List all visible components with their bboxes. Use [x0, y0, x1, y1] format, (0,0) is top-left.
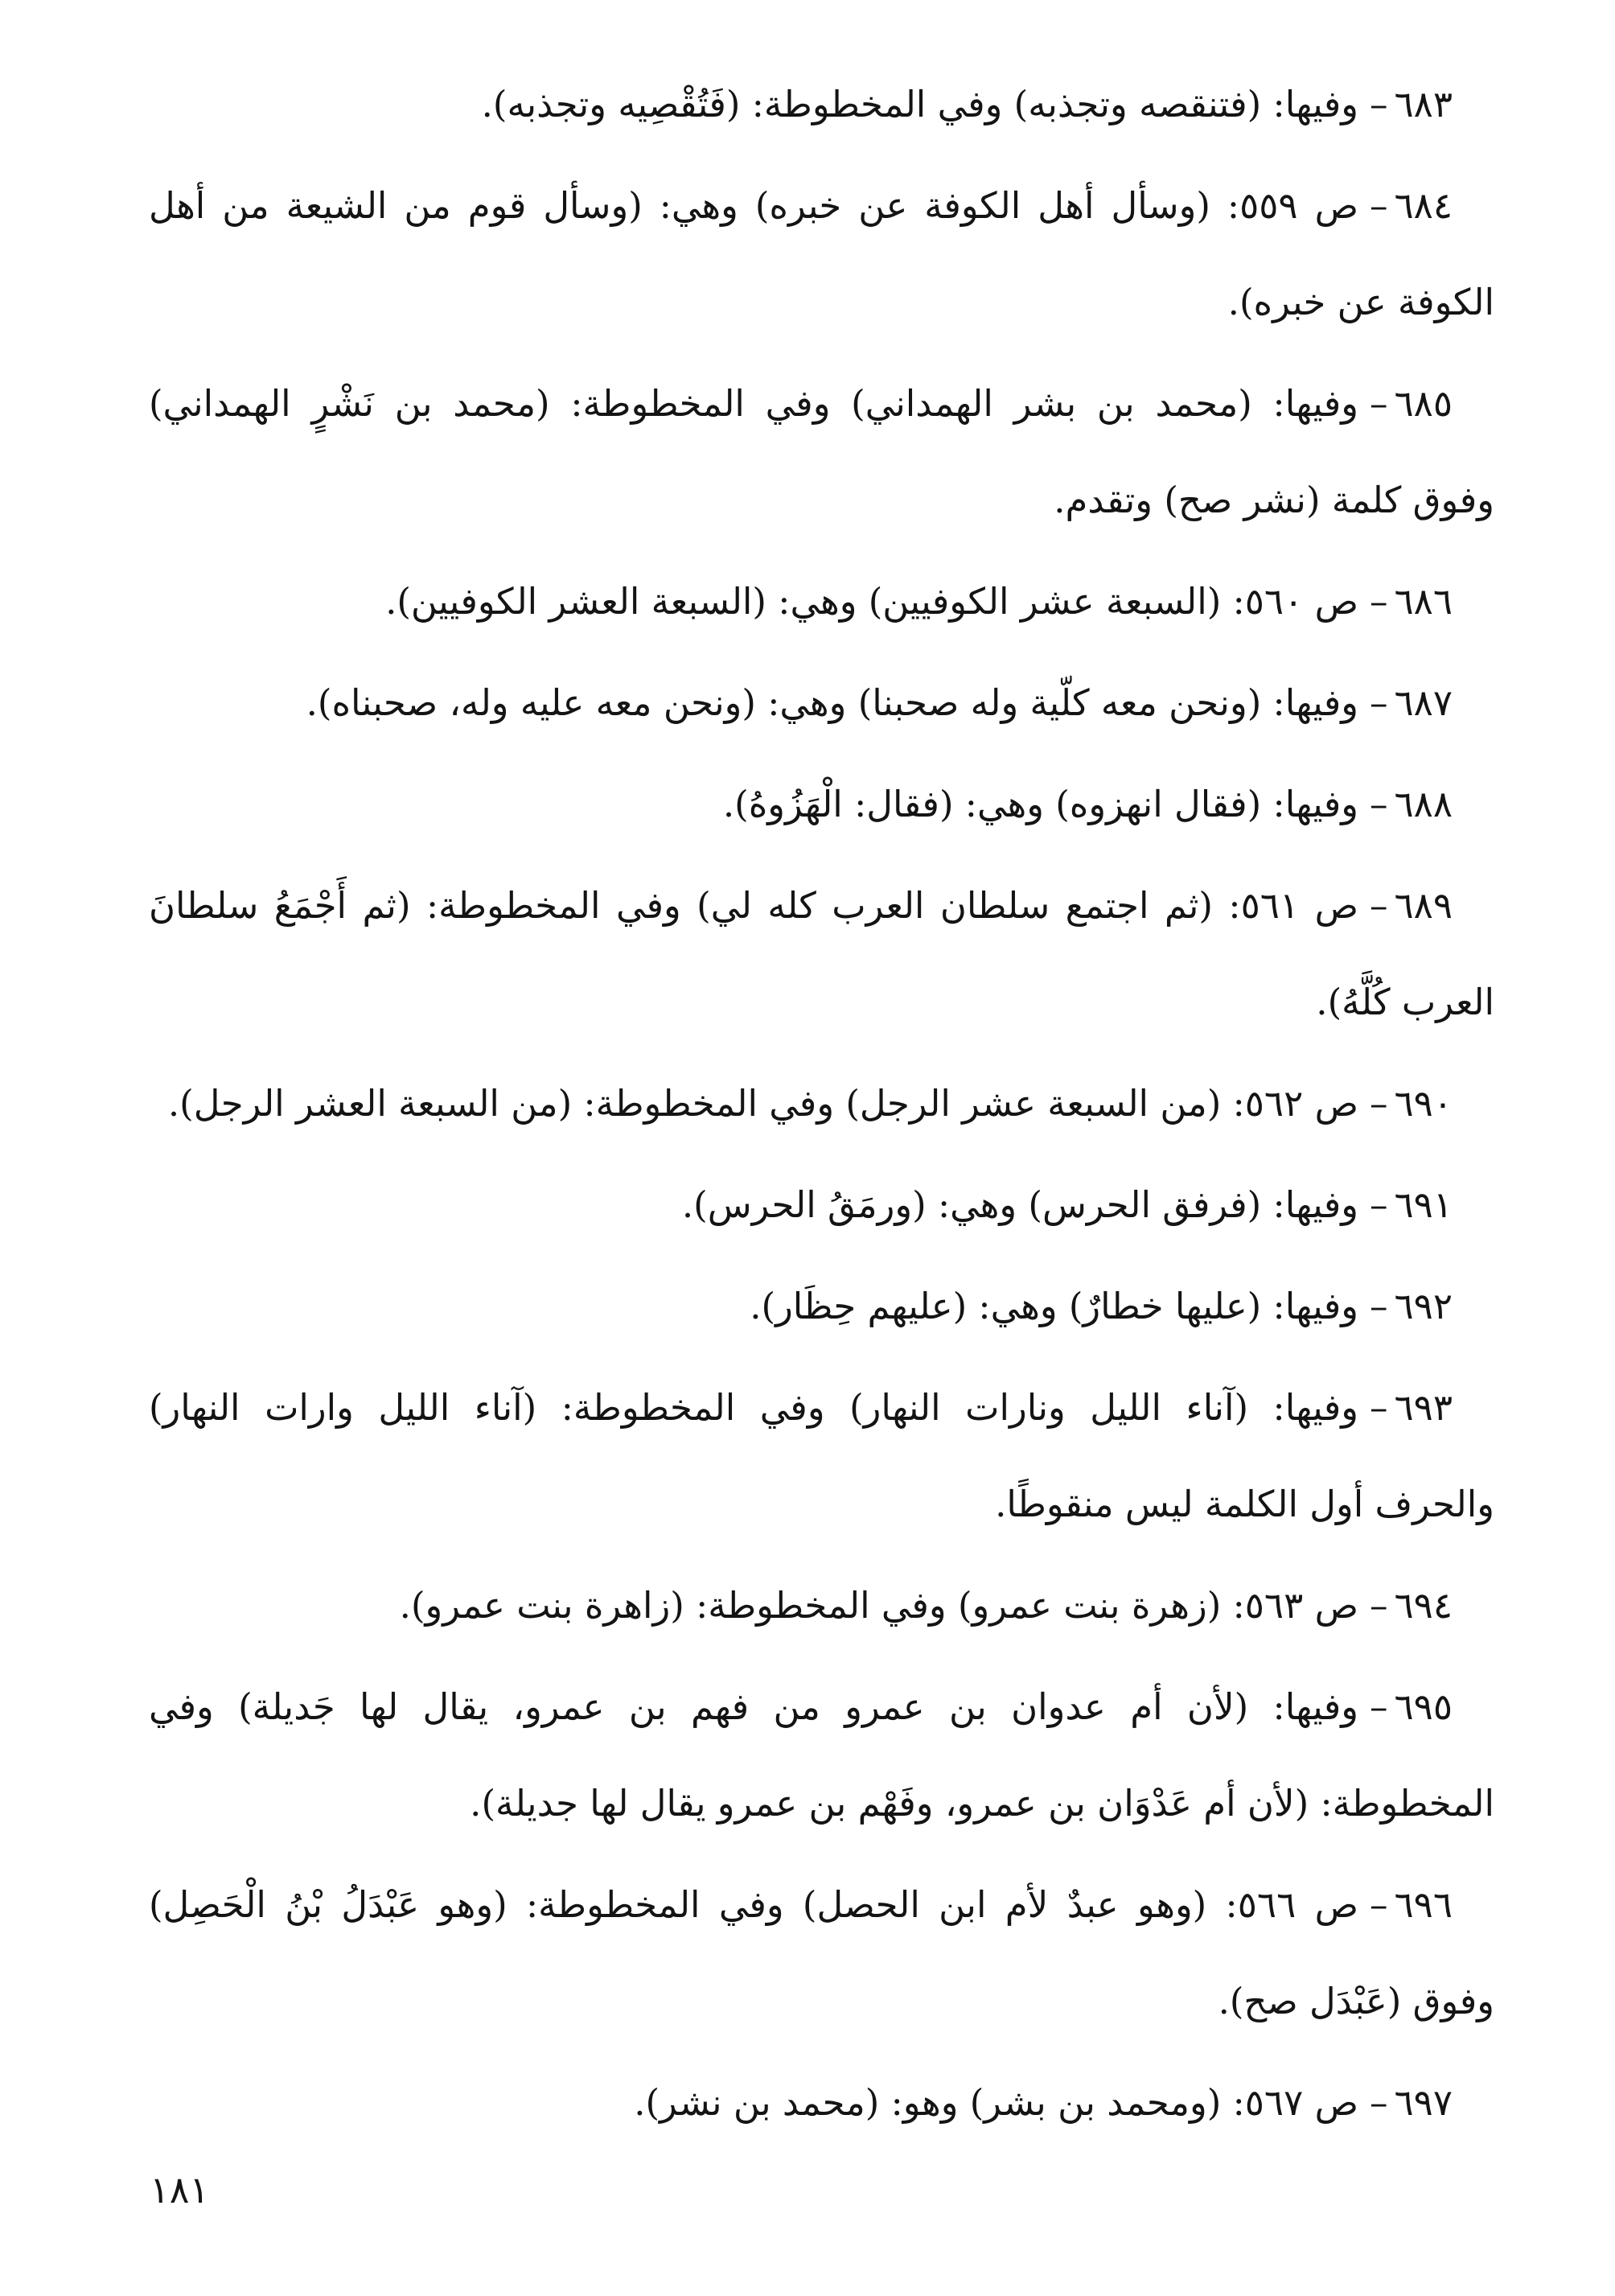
entry-697: ٦٩٧–ص ٥٦٧: (ومحمد بن بشر) وهو: (محمد بن نشر).	[149, 2055, 1494, 2151]
entry-number: ٦٩٣	[1394, 1386, 1453, 1429]
entry-692: ٦٩٢–وفيها: (عليها خطارٌ) وهي: (عليهم حِظَار).	[149, 1258, 1494, 1355]
entry-text: وفيها: (فرفق الحرس) وهي: (ورمَقُ الحرس).	[681, 1183, 1358, 1226]
entry-text: ص ٥٦١: (ثم اجتمع سلطان العرب كله لي) وفي المخطوطة: (ثم أَجْمَعُ سلطانَ العرب كُلَّهُ).	[149, 884, 1494, 1023]
entry-695: ٦٩٥–وفيها: (لأن أم عدوان بن عمرو من فهم بن عمرو، يقال لها جَديلة) وفي المخطوطة: (لأن أم عَدْوَان بن عمرو، وفَهْم بن عمرو يقال لها جديلة).	[149, 1659, 1494, 1852]
entry-number: ٦٩٧	[1394, 2081, 1453, 2124]
entry-688: ٦٨٨–وفيها: (فقال انهزوه) وهي: (فقال: الْهَزُوهُ).	[149, 756, 1494, 853]
entry-text: ص ٥٦٢: (من السبعة عشر الرجل) وفي المخطوطة: (من السبعة العشر الرجل).	[167, 1082, 1358, 1125]
entry-696: ٦٩٦–ص ٥٦٦: (وهو عبدٌ لأم ابن الحصل) وفي المخطوطة: (وهو عَبْدَلُ بْنُ الْحَصِل) وفوق (عَبْدَل صح).	[149, 1857, 1494, 2050]
entry-number: ٦٩٤	[1394, 1584, 1453, 1627]
entry-text: وفيها: (فتنقصه وتجذبه) وفي المخطوطة: (فَتُقْصِيه وتجذبه).	[481, 83, 1358, 125]
entry-text: وفيها: (فقال انهزوه) وهي: (فقال: الْهَزُوهُ).	[722, 783, 1358, 825]
entry-number: ٦٨٧	[1394, 681, 1453, 724]
entry-687: ٦٨٧–وفيها: (ونحن معه كلّية وله صحبنا) وهي: (ونحن معه عليه وله، صحبناه).	[149, 655, 1494, 751]
entry-690: ٦٩٠–ص ٥٦٢: (من السبعة عشر الرجل) وفي المخطوطة: (من السبعة العشر الرجل).	[149, 1055, 1494, 1152]
entry-683: ٦٨٣–وفيها: (فتنقصه وتجذبه) وفي المخطوطة: (فَتُقْصِيه وتجذبه).	[149, 56, 1494, 153]
entry-694: ٦٩٤–ص ٥٦٣: (زهرة بنت عمرو) وفي المخطوطة: (زاهرة بنت عمرو).	[149, 1557, 1494, 1654]
entry-691: ٦٩١–وفيها: (فرفق الحرس) وهي: (ورمَقُ الحرس).	[149, 1157, 1494, 1253]
entry-686: ٦٨٦–ص ٥٦٠: (السبعة عشر الكوفيين) وهي: (السبعة العشر الكوفيين).	[149, 553, 1494, 650]
entry-text: وفيها: (لأن أم عدوان بن عمرو من فهم بن عمرو، يقال لها جَديلة) وفي المخطوطة: (لأن أم عَدْوَان بن عمرو، وفَهْم بن عمرو يقال لها جديلة).	[149, 1685, 1494, 1825]
entry-number: ٦٨٤	[1394, 184, 1453, 227]
entry-text: ص ٥٦٦: (وهو عبدٌ لأم ابن الحصل) وفي المخطوطة: (وهو عَبْدَلُ بْنُ الْحَصِل) وفوق (عَبْدَل صح).	[149, 1883, 1494, 2022]
entry-number: ٦٨٩	[1394, 884, 1453, 927]
entry-number: ٦٨٥	[1394, 382, 1453, 425]
entry-text: ص ٥٦٣: (زهرة بنت عمرو) وفي المخطوطة: (زاهرة بنت عمرو).	[399, 1584, 1358, 1627]
entry-text: وفيها: (محمد بن بشر الهمداني) وفي المخطوطة: (محمد بن نَشْرٍ الهمداني) وفوق كلمة (نشر صح) وتقدم.	[149, 382, 1494, 521]
entry-number: ٦٩٢	[1394, 1285, 1453, 1327]
entry-693: ٦٩٣–وفيها: (آناء الليل ونارات النهار) وفي المخطوطة: (آناء الليل وارات النهار) والحرف أول الكلمة ليس منقوطًا.	[149, 1360, 1494, 1553]
entry-number: ٦٩١	[1394, 1183, 1453, 1226]
entry-text: وفيها: (آناء الليل ونارات النهار) وفي المخطوطة: (آناء الليل وارات النهار) والحرف أول الكلمة ليس منقوطًا.	[149, 1386, 1494, 1525]
entry-number: ٦٨٨	[1394, 783, 1453, 825]
page-number: ١٨١	[150, 2168, 210, 2212]
entry-number: ٦٩٠	[1394, 1082, 1453, 1125]
entry-number: ٦٩٦	[1394, 1883, 1453, 1926]
entry-text: ص ٥٥٩: (وسأل أهل الكوفة عن خبره) وهي: (وسأل قوم من الشيعة من أهل الكوفة عن خبره).	[149, 184, 1494, 323]
entry-684: ٦٨٤–ص ٥٥٩: (وسأل أهل الكوفة عن خبره) وهي: (وسأل قوم من الشيعة من أهل الكوفة عن خبره).	[149, 158, 1494, 351]
entry-number: ٦٩٥	[1394, 1685, 1453, 1728]
entry-text: ص ٥٦٠: (السبعة عشر الكوفيين) وهي: (السبعة العشر الكوفيين).	[385, 580, 1358, 623]
entry-text: وفيها: (ونحن معه كلّية وله صحبنا) وهي: (ونحن معه عليه وله، صحبناه).	[306, 681, 1358, 724]
entry-text: وفيها: (عليها خطارٌ) وهي: (عليهم حِظَار).	[750, 1285, 1358, 1327]
entry-number: ٦٨٣	[1394, 83, 1453, 125]
notes-text-block	[149, 56, 1494, 2156]
entry-685: ٦٨٥–وفيها: (محمد بن بشر الهمداني) وفي المخطوطة: (محمد بن نَشْرٍ الهمداني) وفوق كلمة (نشر صح) وتقدم.	[149, 356, 1494, 549]
entry-text: ص ٥٦٧: (ومحمد بن بشر) وهو: (محمد بن نشر).	[634, 2081, 1358, 2124]
entry-number: ٦٨٦	[1394, 580, 1453, 623]
entry-689: ٦٨٩–ص ٥٦١: (ثم اجتمع سلطان العرب كله لي) وفي المخطوطة: (ثم أَجْمَعُ سلطانَ العرب كُلَّهُ).	[149, 858, 1494, 1051]
